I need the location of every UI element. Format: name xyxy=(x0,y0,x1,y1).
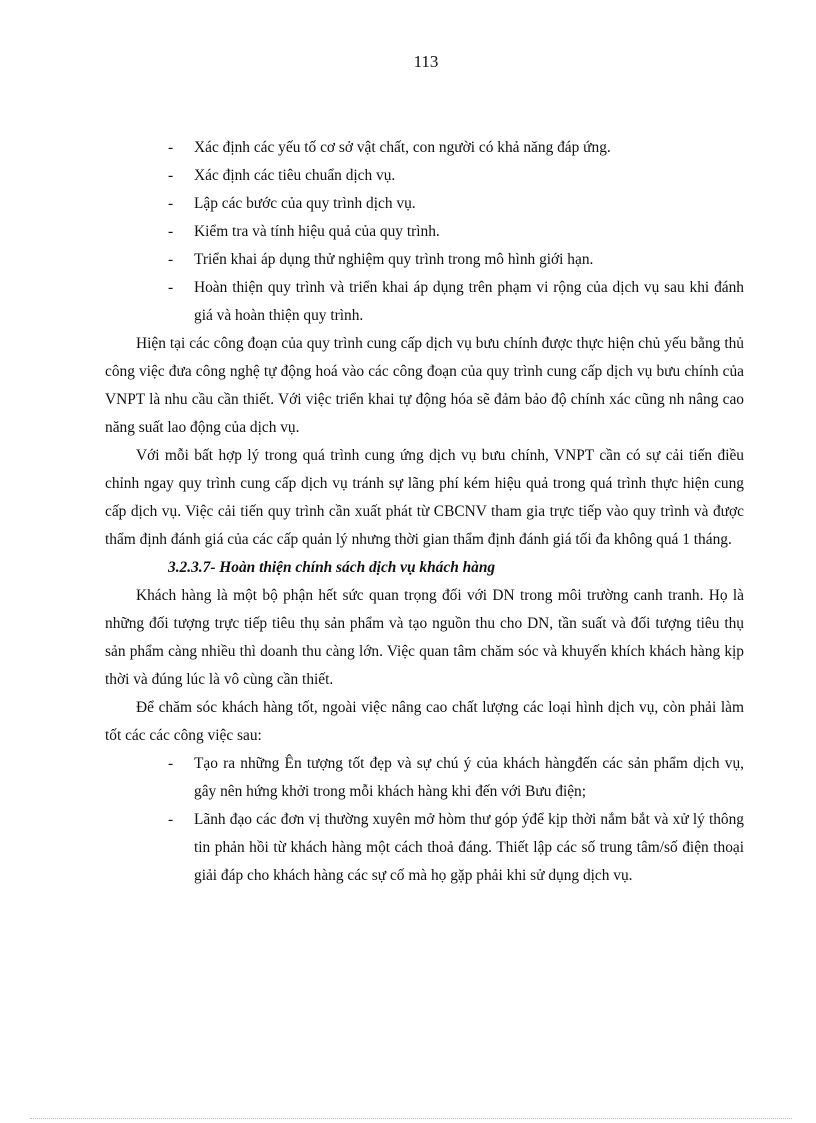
page-number: 113 xyxy=(413,52,439,71)
list-item-text: Lãnh đạo các đơn vị thường xuyên mở hòm thư góp ýđể kịp thời nắm bắt và xử lý thông tin phản hồi từ khách hàng một cách thoả đáng. Thiết lập các số trung tâm/số điện thoại giải đáp cho khách hàng các sự cố mà họ gặp phải khi sử dụng dịch vụ. xyxy=(194,811,744,884)
bullet-list-care xyxy=(168,750,744,890)
list-item-text: Hoàn thiện quy trình và triển khai áp dụng trên phạm vi rộng của dịch vụ sau khi đánh giá và hoàn thiện quy trình. xyxy=(194,279,744,324)
list-item xyxy=(168,246,744,274)
bullet-mark: - xyxy=(168,279,174,296)
paragraph-customers: Khách hàng là một bộ phận hết sức quan trọng đối với DN trong môi trường canh tranh. Họ là những đối tượng trực tiếp tiêu thụ sản phẩm và tạo nguồn thu cho DN, tần suất và đối tượng tiêu thụ sản phẩm càng nhiều thì doanh thu càng lớn. Việc quan tâm chăm sóc và khuyến khích khách hàng kịp thời và đúng lúc là vô cùng cần thiết. xyxy=(105,587,744,688)
list-item xyxy=(168,750,744,806)
section-heading: 3.2.3.7- Hoàn thiện chính sách dịch vụ khách hàng xyxy=(168,559,496,576)
page-content xyxy=(105,134,744,890)
page-bottom-rule xyxy=(30,1118,792,1119)
paragraph-customer-care: Để chăm sóc khách hàng tốt, ngoài việc nâng cao chất lượng các loại hình dịch vụ, còn phải làm tốt các các công việc sau: xyxy=(105,699,744,744)
list-item-text: Tạo ra những Ên tượng tốt đẹp và sự chú ý của khách hàngđến các sản phẩm dịch vụ, gây nên hứng khởi trong mỗi khách hàng khi đến với Bưu điện; xyxy=(194,755,744,800)
list-item xyxy=(168,134,744,162)
paragraph-automation: Hiện tại các công đoạn của quy trình cung cấp dịch vụ bưu chính được thực hiện chủ yếu bằng thủ công việc đưa công nghệ tự động hoá vào các công đoạn của quy trình cung cấp dịch vụ bưu chính của VNPT là nhu cầu cần thiết. Với việc triển khai tự động hóa sẽ đảm bảo độ chính xác cũng nh nâng cao năng suất lao động của dịch vụ. xyxy=(105,335,744,436)
list-item xyxy=(168,190,744,218)
bullet-mark: - xyxy=(168,755,174,772)
list-item xyxy=(168,274,744,330)
bullet-mark: - xyxy=(168,139,174,156)
paragraph-process-improvement: Với mỗi bất hợp lý trong quá trình cung ứng dịch vụ bưu chính, VNPT cần có sự cải tiến điều chỉnh ngay quy trình cung cấp dịch vụ tránh sự lãng phí kém hiệu quả trong quá trình thực hiện cung cấp dịch vụ. Việc cải tiến quy trình cần xuất phát từ CBCNV tham gia trực tiếp vào quy trình và được thẩm định đánh giá của các cấp quản lý nhưng thời gian thẩm định đánh giá tối đa không quá 1 tháng. xyxy=(105,447,744,548)
list-item-text: Triển khai áp dụng thử nghiệm quy trình trong mô hình giới hạn. xyxy=(194,251,594,268)
list-item-text: Lập các bước của quy trình dịch vụ. xyxy=(194,195,416,212)
list-item xyxy=(168,218,744,246)
bullet-mark: - xyxy=(168,167,174,184)
bullet-list-steps xyxy=(168,134,744,330)
bullet-mark: - xyxy=(168,811,174,828)
list-item-text: Kiểm tra và tính hiệu quả của quy trình. xyxy=(194,223,440,240)
list-item xyxy=(168,806,744,890)
list-item-text: Xác định các tiêu chuẩn dịch vụ. xyxy=(194,167,396,184)
bullet-mark: - xyxy=(168,195,174,212)
bullet-mark: - xyxy=(168,251,174,268)
list-item-text: Xác định các yếu tố cơ sở vật chất, con người có khả năng đáp ứng. xyxy=(194,139,611,156)
list-item xyxy=(168,162,744,190)
bullet-mark: - xyxy=(168,223,174,240)
